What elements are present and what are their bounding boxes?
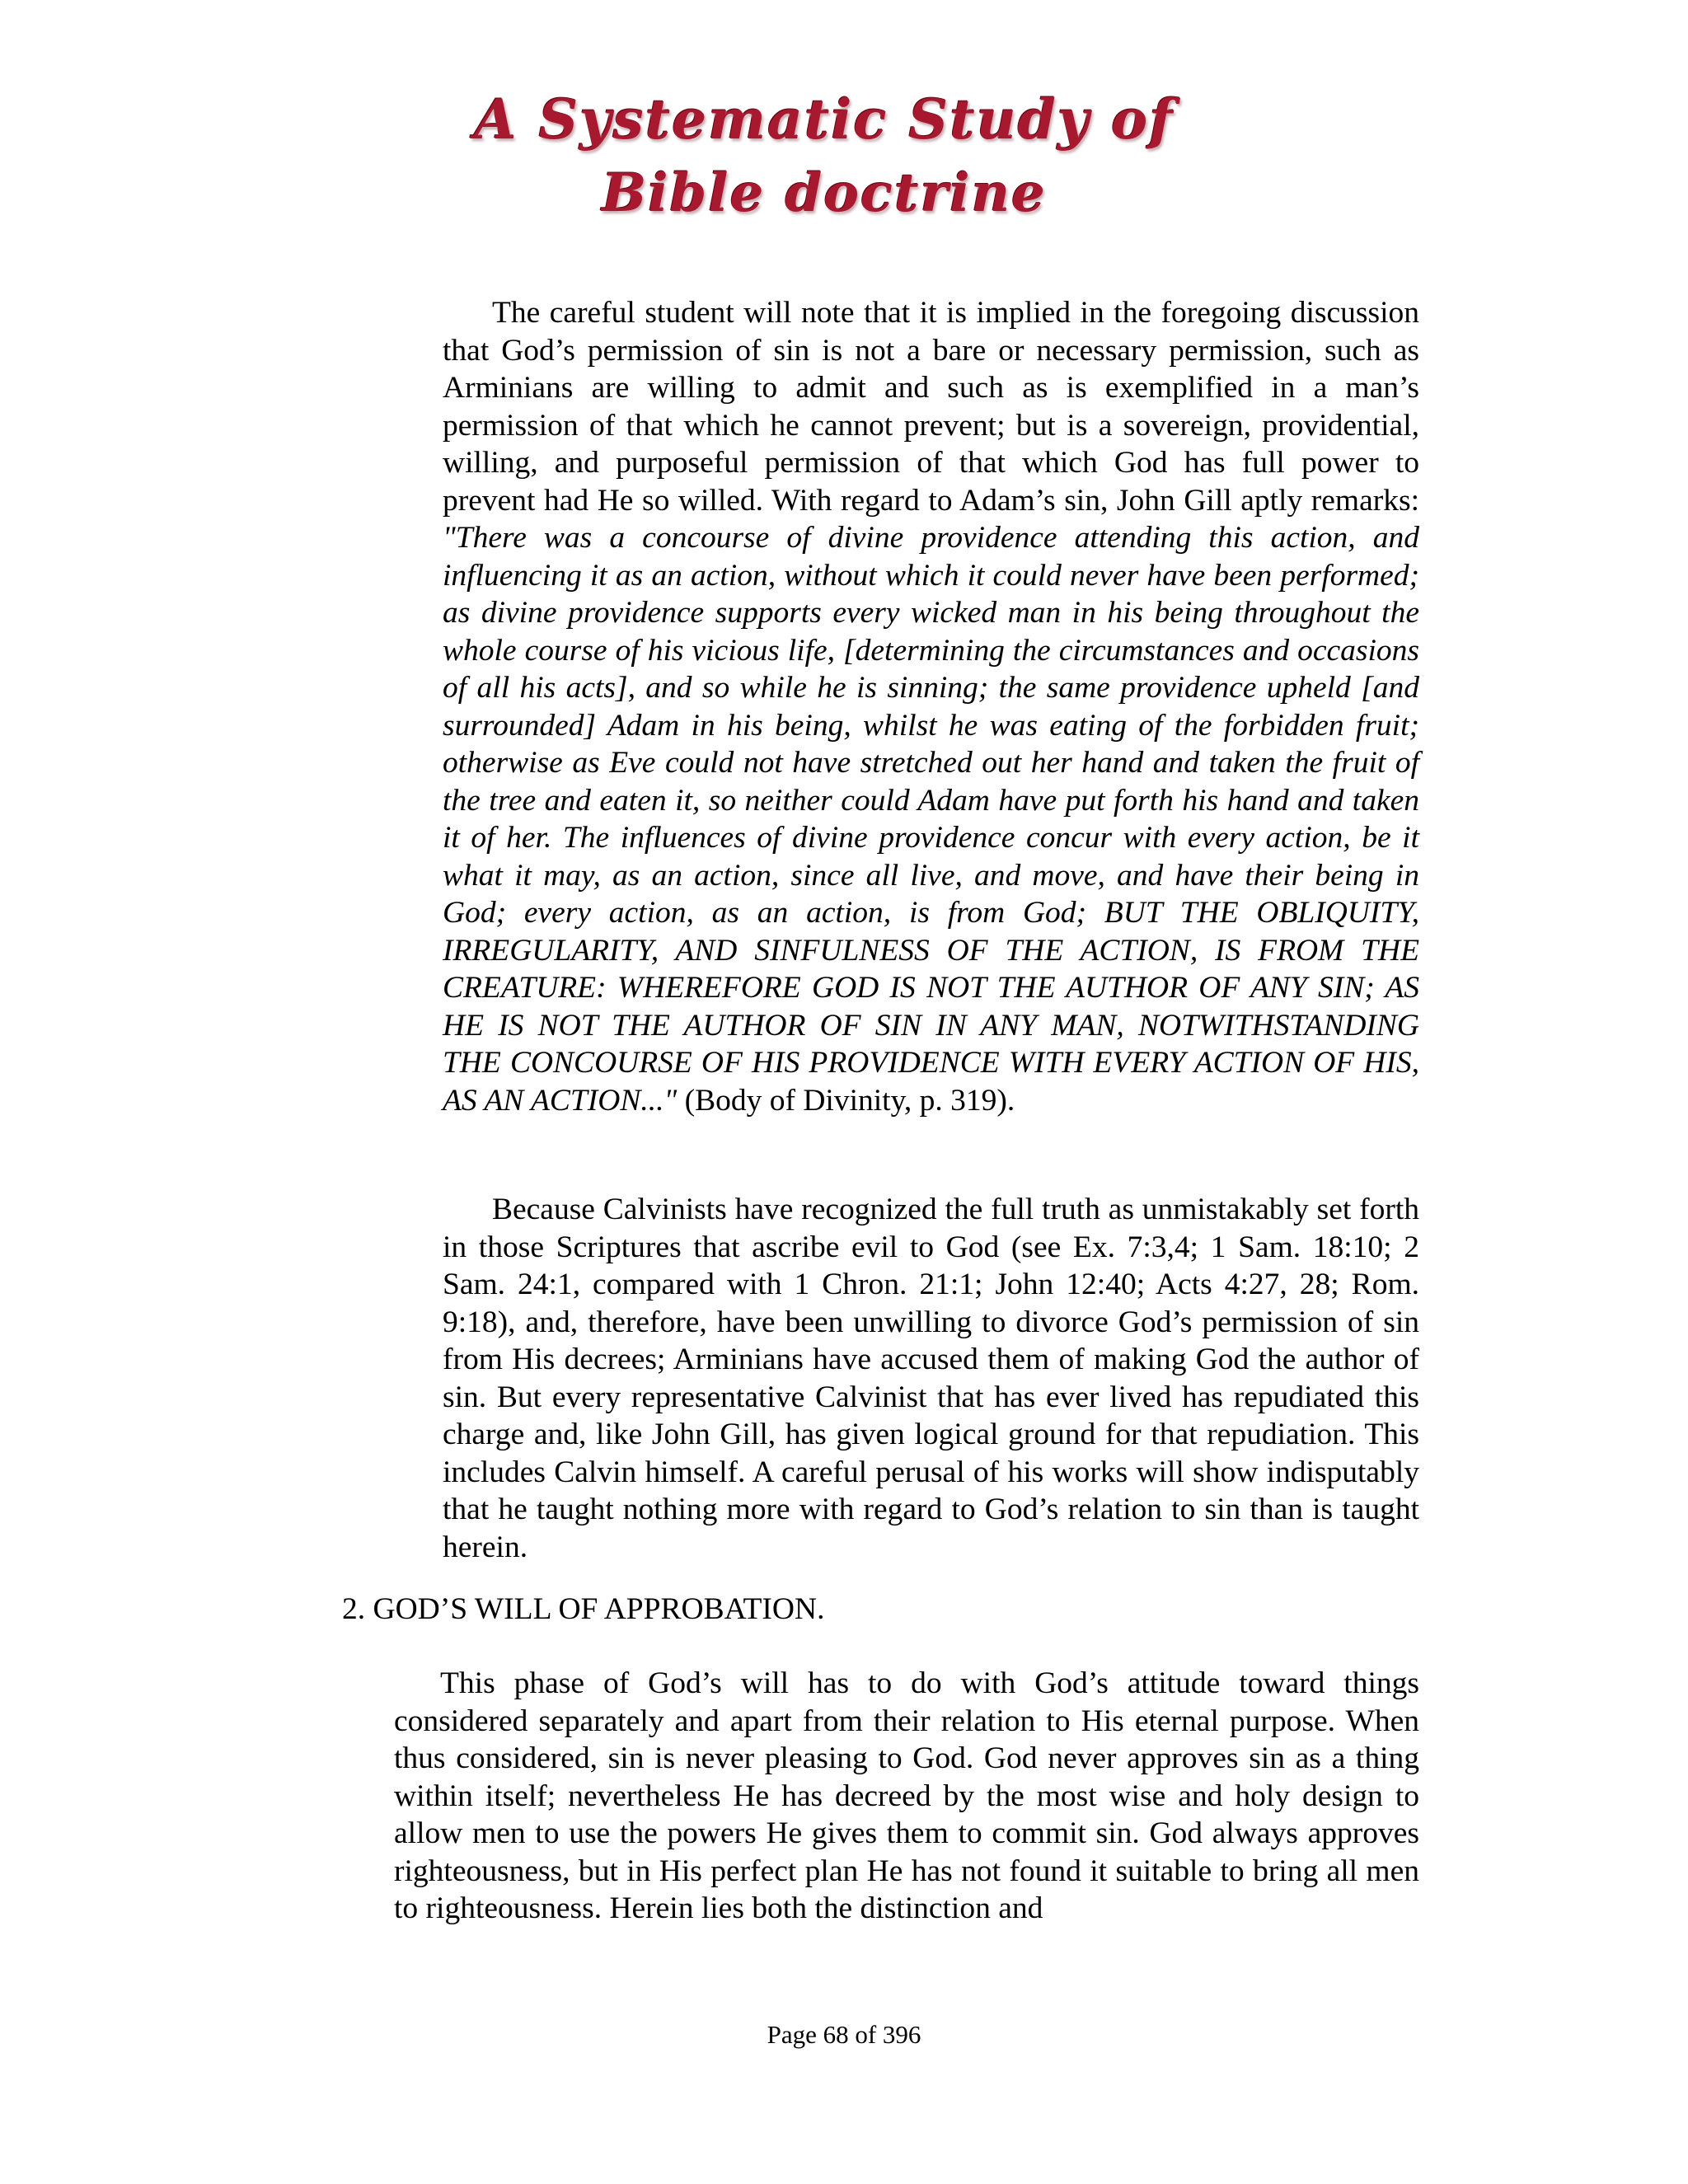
paragraph-will-of-approbation: This phase of God’s will has to do with God’s attitude toward things considered separately and apart from their relation to His eternal purpose. When thus considered, sin is never pleasing to God. God never approves sin as a thing within itself; nevertheless He has decreed by the most wise and holy design to allow men to use the powers He gives them to commit sin. God always approves righteousness, but in His perfect plan He has not found it suitable to bring all men to righteousness. Herein lies both the distinction and (394, 1666, 1419, 1925)
book-title-line-1: A Systematic Study of (474, 87, 1175, 152)
book-title-banner (462, 82, 1187, 231)
paragraph-lead-text: The careful student will note that it is implied in the foregoing discussion that God’s permission of sin is not a bare or necessary permission, such as Arminians are willing to admit and such as is exemplified in a man’s permission of that which he cannot prevent; but is a sovereign, providential, willing, and purposeful permission of that which God has full power to prevent had He so willed. With regard to Adam’s sin, John Gill aptly remarks: (443, 296, 1419, 518)
gill-quotation: "There was a concourse of divine providence attending this action, and influencing it as an action, without which it could never have been performed; as divine providence supports every wicked man in his being throughout the whole course of his vicious life, [determining the circumstances and occasions of all his acts], and so while he is sinning; the same providence upheld [and surrounded] Adam in his being, whilst he was eating of the forbidden fruit; otherwise as Eve could not have stretched out her hand and taken the fruit of the tree and eaten it, so neither could Adam have put forth his hand and taken it of her. The influences of divine providence concur with every action, be it what it may, as an action, since all live, and move, and have their being in God; every action, as an action, is from God; BUT THE OBLIQUITY, IRREGULARITY, AND SINFULNESS OF THE ACTION, IS FROM THE CREATURE: WHEREFORE GOD IS NOT THE AUTHOR OF ANY SIN; AS HE IS NOT THE AUTHOR OF SIN IN ANY MAN, NOTWITHSTANDING THE CONCOURSE OF HIS PROVIDENCE WITH EVERY ACTION OF HIS, AS AN ACTION..." (443, 521, 1419, 1118)
citation-text: (Body of Divinity, p. 319). (677, 1083, 1015, 1118)
book-title-line-2: Bible doctrine (602, 162, 1047, 224)
paragraph-permission-of-sin (443, 294, 1419, 1119)
page-number: Page 68 of 396 (767, 2020, 921, 2049)
paragraph-calvinists: Because Calvinists have recognized the full truth as unmistakably set forth in those Scriptures that ascribe evil to God (see Ex. 7:3,4; 1 Sam. 18:10; 2 Sam. 24:1, compared with 1 Chron. 21:1; John 12:40; Acts 4:27, 28; Rom. 9:18), and, therefore, have been unwilling to divorce God’s permission of sin from His decrees; Arminians have accused them of making God the author of sin. But every representative Calvinist that has ever lived has repudiated this charge and, like John Gill, has given logical ground for that repudiation. This includes Calvin himself. A careful perusal of his works will show indisputably that he taught nothing more with regard to God’s relation to sin than is taught herein. (443, 1193, 1419, 1564)
section-heading: 2. GOD’S WILL OF APPROBATION. (342, 1592, 825, 1626)
